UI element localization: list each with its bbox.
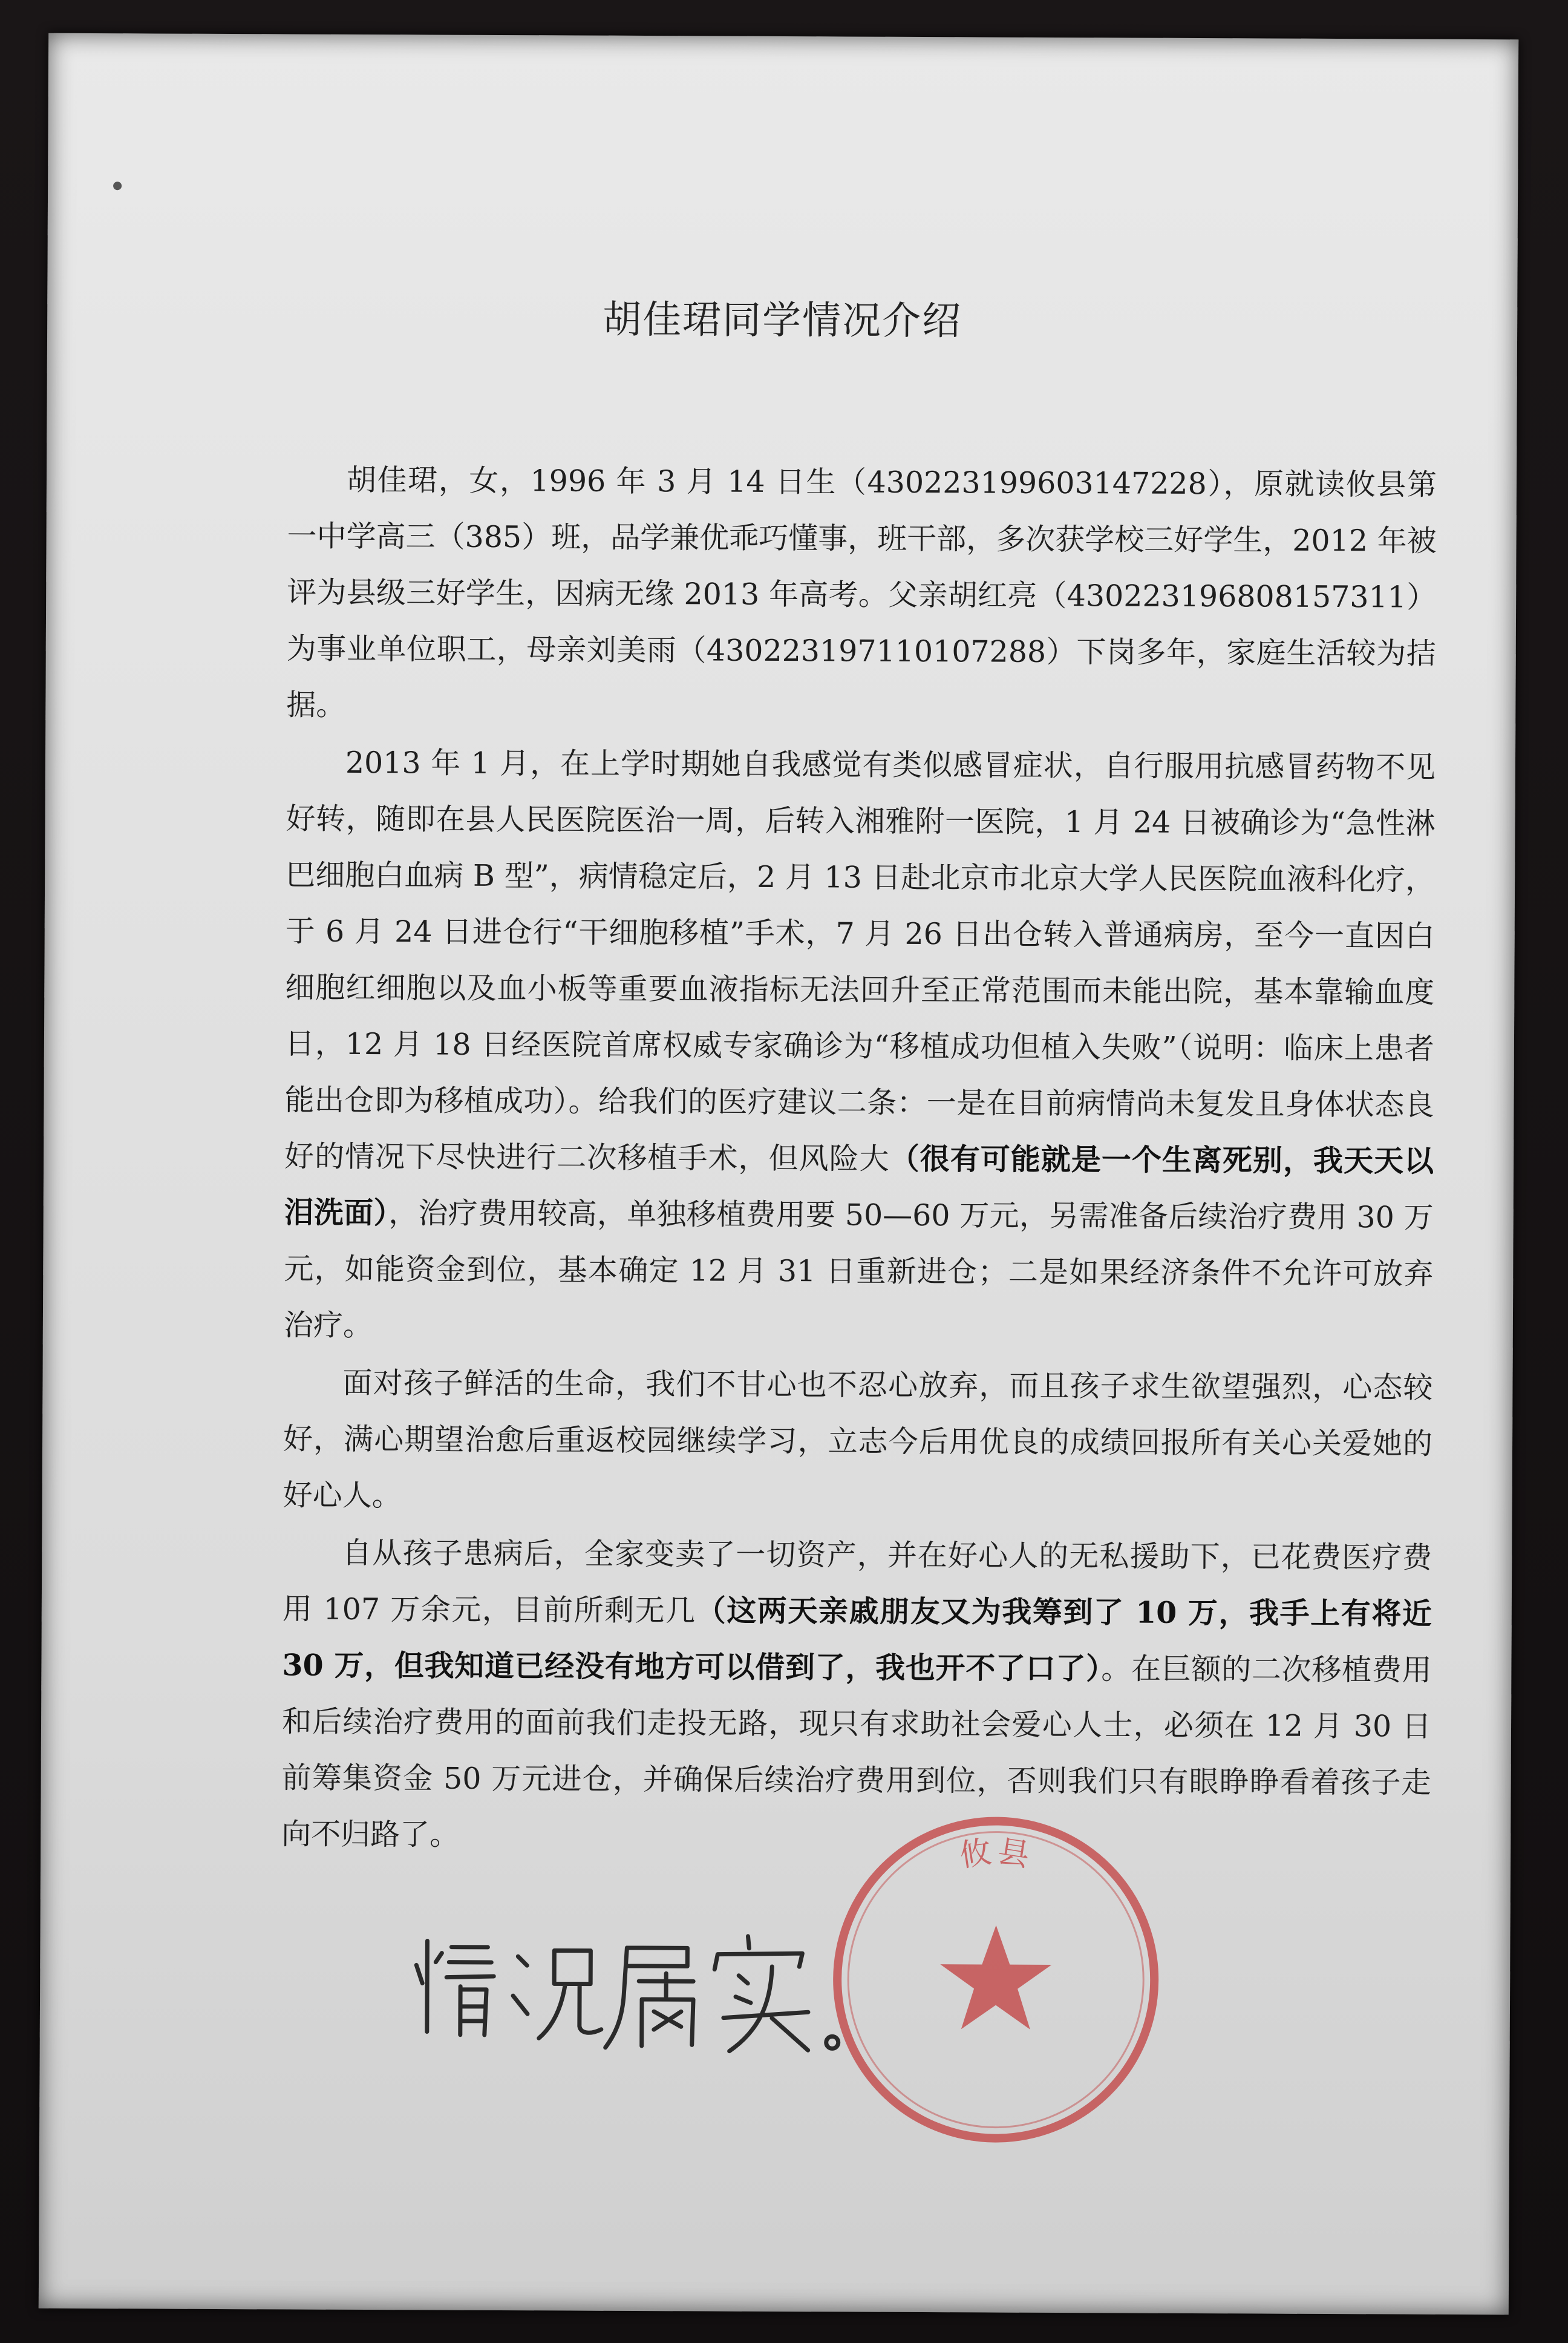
body-paragraph xyxy=(283,1354,1432,1528)
paragraph-text: 面对孩子鲜活的生命，我们不甘心也不忍心放弃，而且孩子求生欲望强烈，心态较好，满心期望治愈后重返校园继续学习，立志今后用优良的成绩回报所有关心关爱她的好心人。 xyxy=(283,1365,1433,1513)
paragraph-text: 胡佳珺，女，1996 年 3 月 14 日生（430223199603147228），原就读攸县第一中学高三（385）班，品学兼优乖巧懂事，班干部，多次获学校三好学生，2012 年被评为县级三好学生，因病无缘 2013 年高考。父亲胡红亮（430223196808157311）为事业单位职工，母亲刘美雨（430223197110107288）下岗多年，家庭生活较为拮据。 xyxy=(286,462,1437,723)
paragraph-text: 自从孩子患病后，全家变卖了一切资产，并在好心人的无私援助下，已花费医疗费用 107 万余元，目前所剩无几 xyxy=(282,1535,1432,1628)
svg-text:攸县 xyxy=(957,1833,1036,1875)
seal-text: 攸县 xyxy=(957,1833,1036,1875)
paragraph-text: 2013 年 1 月，在上学时期她自我感觉有类似感冒症状，自行服用抗感冒药物不见好转，随即在县人民医院医治一周，后转入湘雅附一医院，1 月 24 日被确诊为“急性淋巴细胞白血病 B 型”，病情稳定后，2 月 13 日赴北京市北京大学人民医院血液科化疗，于 6 月 24 日进仓行“干细胞移植”手术，7 月 26 日出仓转入普通病房，至今一直因白细胞红细胞以及血小板等重要血液指标无法回升至正常范围而未能出院，基本靠输血度日，12 月 18 日经医院首席权威专家确诊为“移植成功但植入失败”（说明：临床上患者能出仓即为移植成功）。给我们的医疗建议二条：一是在目前病情尚未复发且身体状态良好的情况下尽快进行二次移植手术，但风险大 xyxy=(284,745,1436,1176)
seal-star-icon xyxy=(940,1925,1052,2030)
paragraph-text: 。在巨额的二次移植费用和后续治疗费用的面前我们走投无路，现只有求助社会爱心人士，必须在 12 月 30 日前筹集资金 50 万元进仓，并确保后续治疗费用到位，否则我们只有眼睁睁看着孩子走向不归路了。 xyxy=(281,1651,1432,1852)
emphasized-text: （很有可能就是一个生离死别，我天天以泪洗面） xyxy=(284,1141,1434,1231)
document-page xyxy=(39,33,1518,2315)
document-title: 胡佳珺同学情况介绍 xyxy=(602,297,962,344)
emphasized-text: （这两天亲戚朋友又为我筹到了 10 万，我手上有将近 30 万，但我知道已经没有地方可以借到了，我也开不了口了） xyxy=(282,1593,1432,1686)
body-paragraph xyxy=(286,451,1437,738)
document-body xyxy=(281,451,1437,1868)
handwritten-signature xyxy=(409,1904,845,2063)
paper-speck xyxy=(113,182,122,190)
paragraph-text: ，治疗费用较高，单独移植费用要 50—60 万元，另需准备后续治疗费用 30 万元，如能资金到位，基本确定 12 月 31 日重新进仓；二是如果经济条件不允许可放弃治疗。 xyxy=(283,1196,1434,1343)
body-paragraph xyxy=(284,734,1436,1358)
official-red-seal xyxy=(826,1809,1166,2149)
